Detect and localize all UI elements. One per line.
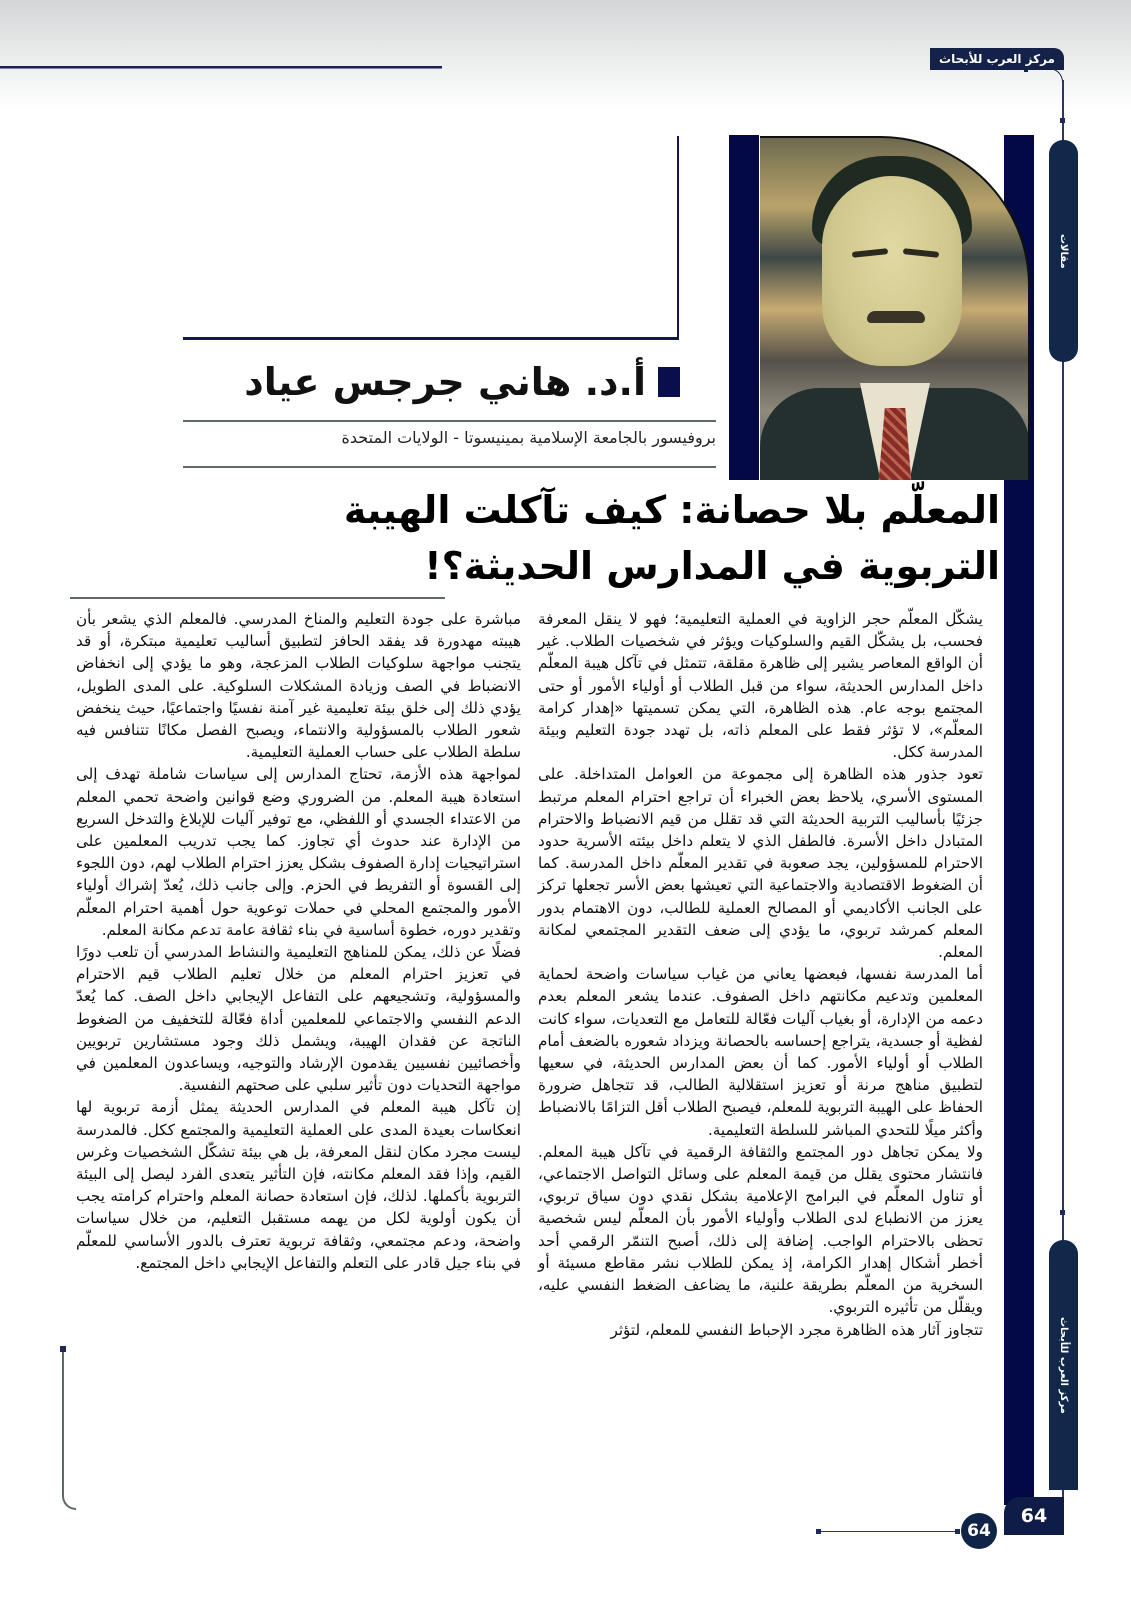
divider: [70, 597, 445, 599]
author-affiliation: بروفيسور بالجامعة الإسلامية بمينيسوتا - الولايات المتحدة: [341, 428, 716, 447]
divider: [183, 466, 716, 468]
author-frame: [183, 136, 679, 340]
spine-node: [1060, 1210, 1065, 1215]
divider: [183, 420, 716, 422]
paragraph: إن تآكل هيبة المعلم في المدارس الحديثة يمثل أزمة تربوية لها انعكاسات بعيدة المدى على العملية التعليمية والمجتمع ككل. فالمدرسة ليست مجرد مكان لنقل المعرفة، بل هي بيئة تشكّل الشخصيات وغرس القيم، وإذا فقد المعلم مكانته، فإن التأثير يتعدى الفرد ليصل إلى البيئة التربوية بأكملها. لذلك، فإن استعادة حصانة المعلم واحترام كرامته يجب أن يكون أولوية لكل من يهمه مستقبل التعليم، من خلال سياسات واضحة، ودعم مجتمعي، وثقافة تربوية تعترف بالدور الأساسي للمعلّم في بناء جيل قادر على التعلم والتفاعل الإيجابي داخل المجتمع.: [76, 1098, 521, 1272]
brand-label: مركز العرب للأبحاث: [939, 52, 1055, 66]
paragraph: فضلًا عن ذلك، يمكن للمناهج التعليمية والنشاط المدرسي أن تلعب دورًا في تعزيز احترام المعلم من خلال تعليم الطلاب قيم الاحترام والمسؤولية، وتشجيعهم على التفاعل الإيجابي داخل الصف. كما يُعدّ الدعم النفسي والاجتماعي للمعلمين أداة فعّالة للتخفيف من الضغوط الناتجة عن فقدان الهيبة، ويشمل ذلك وجود مستشارين تربويين وأخصائيين نفسيين يقدمون الإرشاد والتوجيه، ويساعدون المعلمين في مواجهة التحديات دون تأثير سلبي على صحتهم النفسية.: [76, 943, 521, 1095]
bracket-node: [60, 1346, 66, 1352]
brand-tag: [930, 48, 1064, 70]
paragraph: ولا يمكن تجاهل دور المجتمع والثقافة الرقمية في تآكل هيبة المعلم. فانتشار محتوى يقلل من قيمة المعلم على وسائل التواصل الاجتماعي، أو تناول المعلّم في البرامج الإعلامية بشكل نقدي دون سياق تربوي، يعزز من الانطباع لدى الطلاب وأولياء الأمور بأن المعلّم ليس شخصية تحظى بالاحترام الواجب. إضافة إلى ذلك، أصبح التنمّر الرقمي أحد أخطر أشكال إهدار الكرامة، إذ يمكن للطلاب نشر مقاطع مسيئة أو السخرية من المعلّم بطريقة علنية، ما يضاعف الضغط النفسي عليه، ويقلّل من تأثيره التربوي.: [538, 1142, 983, 1317]
article-column-left: [76, 608, 521, 1274]
section-tab-label: مركز العرب للأبحاث: [1058, 1316, 1069, 1414]
footer-line: [818, 1531, 958, 1532]
column-bracket: [62, 1348, 76, 1510]
paragraph: تعود جذور هذه الظاهرة إلى مجموعة من العوامل المتداخلة. على المستوى الأسري، يلاحظ بعض الخبراء أن تراجع احترام المعلم مرتبط جزئيًا بأساليب التربية الحديثة التي قد تقلل من قيم الانضباط والاحترام المتبادل داخل الأسرة. فالطفل الذي لا يتعلم داخل بيئته الأسرية حدود الاحترام للمسؤولين، يجد صعوبة في تقدير المعلّم داخل المدرسة. كما أن الضغوط الاقتصادية والاجتماعية التي تعيشها بعض الأسر تجعلها تركز على الجانب الأكاديمي أو المصالح العملية للطالب، دون الاهتمام بدور المعلم كمرشد تربوي، ما يؤدي إلى ضعف التقدير المجتمعي لمكانة المعلم.: [538, 765, 983, 962]
paragraph: يشكّل المعلّم حجر الزاوية في العملية التعليمية؛ فهو لا ينقل المعرفة فحسب، بل يشكّل القيم والسلوكيات ويؤثر في شخصيات الطلاب. غير أن الواقع المعاصر يشير إلى ظاهرة مقلقة، تتمثل في تآكل هيبة المعلّم داخل المدارس الحديثة، سواء من قبل الطلاب أو أولياء الأمور أو حتى المجتمع بوجه عام. هذه الظاهرة، التي يمكن تسميتها «إهدار كرامة المعلّم»، لا تؤثر فقط على المعلم ذاته، بل تهدد جودة التعليم وبيئة المدرسة ككل.: [538, 610, 983, 762]
photo-navy-band: [729, 135, 759, 480]
article-title: المعلّم بلا حصانة: كيف تآكلت الهيبة التربوية في المدارس الحديثة؟!: [343, 488, 1000, 588]
header-rule: [0, 66, 442, 69]
spine-node: [1060, 118, 1065, 123]
page-number-box: 64: [1004, 1497, 1064, 1535]
footer-node: [955, 1529, 960, 1534]
photo-moustache: [867, 311, 925, 323]
photo-face: [822, 176, 962, 366]
author-name-text: أ.د. هاني جرجس عياد: [244, 360, 646, 404]
bullet-square-icon: [658, 367, 680, 397]
paragraph: لمواجهة هذه الأزمة، تحتاج المدارس إلى سياسات شاملة تهدف إلى استعادة هيبة المعلم. من الضروري وضع قوانين واضحة تحمي المعلم من الاعتداء الجسدي أو اللفظي، مع توفير آليات للإبلاغ والتدخل السريع من الإدارة عند حدوث أي تجاوز. كما يجب تدريب المعلمين على استراتيجيات إدارة الصفوف بشكل يعزز احترام الطلاب لهم، دون اللجوء إلى القسوة أو التفريط في الحزم. وإلى جانب ذلك، يُعدّ إشراك أولياء الأمور والمجتمع المحلي في حملات توعوية حول أهمية احترام المعلّم وتقدير دوره، خطوة أساسية في بناء ثقافة عامة تدعم مكانة المعلم.: [76, 765, 521, 939]
paragraph: تتجاوز آثار هذه الظاهرة مجرد الإحباط النفسي للمعلم، لتؤثر: [610, 1320, 983, 1339]
article-column-right: [538, 608, 983, 1341]
section-tab-articles: [1049, 140, 1078, 362]
page-number-circle: 64: [961, 1513, 997, 1549]
section-tab-brand: [1049, 1240, 1078, 1490]
paragraph: مباشرة على جودة التعليم والمناخ المدرسي. فالمعلم الذي يشعر بأن هيبته مهدورة قد يفقد الحافز لتطبيق أساليب تعليمية مبتكرة، أو قد يتجنب مواجهة سلوكيات الطلاب المزعجة، وهو ما يؤدي إلى انخفاض الانضباط في الصف وزيادة المشكلات السلوكية. على المدى الطويل، يؤدي ذلك إلى خلق بيئة تعليمية غير آمنة نفسيًا واجتماعيًا، حيث ينخفض شعور الطلاب بالمسؤولية والانتماء، ويصبح الفصل مكانًا تتنافس فيه سلطة الطلاب على حساب العملية التعليمية.: [76, 610, 521, 762]
footer-node: [816, 1529, 821, 1534]
paragraph: أما المدرسة نفسها، فبعضها يعاني من غياب سياسات واضحة لحماية المعلمين وتدعيم مكانتهم داخل الصفوف. عندما يشعر المعلم بعدم دعمه من الإدارة، أو بغياب آليات فعّالة للتعامل مع التعديات، سواء كانت لفظية أو جسدية، يتراجع إحساسه بالحصانة ويزداد شعوره بالضعف أمام الطلاب أو أولياء الأمور. كما أن بعض المدارس الحديثة، في سعيها لتطبيق مناهج مرنة أو تعزيز استقلالية الطالب، قد تتجاهل ضرورة الحفاظ على الهيبة التربوية للمعلم، فيصبح الطلاب أقل التزامًا بالانضباط وأكثر ميلًا للتحدي المباشر للسلطة التعليمية.: [538, 965, 983, 1139]
author-photo: [760, 136, 1030, 480]
section-tab-label: مقالات: [1058, 233, 1069, 269]
author-name: [180, 352, 680, 412]
